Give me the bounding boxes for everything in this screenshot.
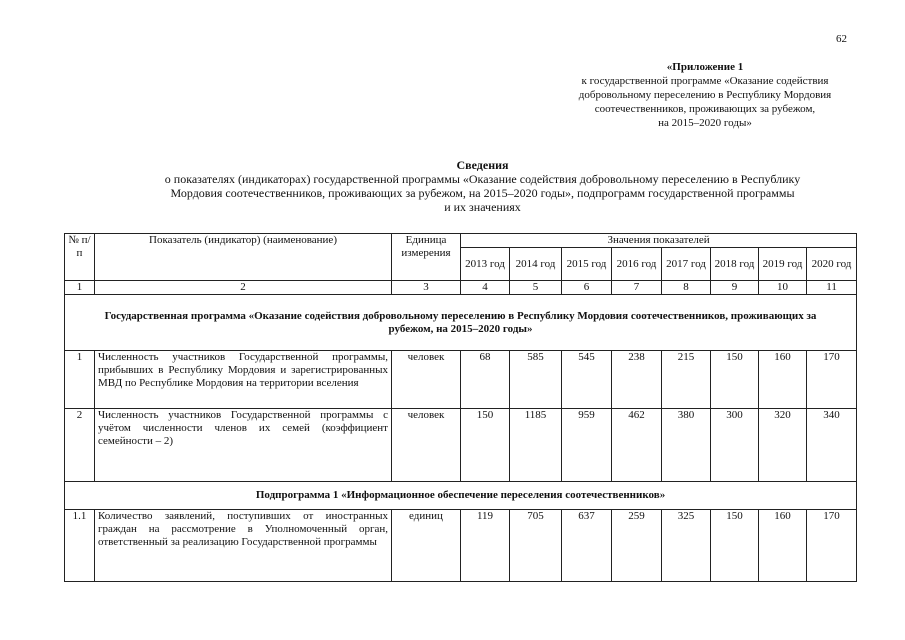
column-number: 11 <box>807 281 857 295</box>
row-num: 1 <box>65 351 95 409</box>
row-value: 259 <box>612 510 662 582</box>
column-number: 9 <box>711 281 759 295</box>
row-value: 150 <box>461 409 510 482</box>
section-subprogram-title: Подпрограмма 1 «Информационное обеспечение переселения соотечественников» <box>65 482 857 510</box>
column-number: 10 <box>759 281 807 295</box>
row-unit: человек <box>392 409 461 482</box>
column-number: 7 <box>612 281 662 295</box>
header-indicator: Показатель (индикатор) (наименование) <box>95 234 392 281</box>
row-value: 160 <box>759 510 807 582</box>
row-num: 2 <box>65 409 95 482</box>
section-row-subprogram <box>65 482 857 510</box>
appendix-line: соотечественников, проживающих за рубежом, <box>594 103 816 115</box>
row-value: 585 <box>510 351 562 409</box>
heading-line: Мордовия соотечественников, проживающих за рубежом, на 2015–2020 годы», подпрограмм государственной программы <box>170 186 795 200</box>
section-row-program <box>65 295 857 351</box>
table-row <box>65 510 857 582</box>
row-indicator-name: Количество заявлений, поступивших от иностранных граждан на рассмотрение в Уполномоченный орган, ответственный за реализацию Государственной программы <box>95 510 392 582</box>
header-row <box>65 234 857 248</box>
row-value: 160 <box>759 351 807 409</box>
column-number: 3 <box>392 281 461 295</box>
row-value: 545 <box>562 351 612 409</box>
row-value: 380 <box>662 409 711 482</box>
heading-title: Сведения <box>456 158 509 172</box>
appendix-line: к государственной программе «Оказание содействия <box>581 75 829 87</box>
row-value: 170 <box>807 510 857 582</box>
section-program-title: Государственная программа «Оказание содействия добровольному переселению в Республику Мордовия соотечественников, проживающих за рубежом, на 2015–2020 годы» <box>65 295 857 351</box>
row-value: 959 <box>562 409 612 482</box>
header-year: 2017 год <box>662 248 711 281</box>
column-number: 5 <box>510 281 562 295</box>
column-number: 8 <box>662 281 711 295</box>
row-value: 320 <box>759 409 807 482</box>
header-year: 2014 год <box>510 248 562 281</box>
column-number-row <box>65 281 857 295</box>
heading-line: и их значениях <box>444 200 521 214</box>
row-value: 1185 <box>510 409 562 482</box>
row-value: 170 <box>807 351 857 409</box>
column-number: 4 <box>461 281 510 295</box>
header-year: 2018 год <box>711 248 759 281</box>
row-value: 300 <box>711 409 759 482</box>
heading-line: о показателях (индикаторах) государственной программы «Оказание содействия добровольному переселению в Республику <box>164 172 801 186</box>
table-row <box>65 351 857 409</box>
row-value: 119 <box>461 510 510 582</box>
header-num: № п/п <box>65 234 95 281</box>
column-number: 1 <box>65 281 95 295</box>
page-number: 62 <box>836 33 847 45</box>
row-value: 238 <box>612 351 662 409</box>
row-value: 68 <box>461 351 510 409</box>
row-unit: человек <box>392 351 461 409</box>
row-value: 325 <box>662 510 711 582</box>
row-indicator-name: Численность участников Государственной программы с учётом численности членов их семей (коэффициент семейности – 2) <box>95 409 392 482</box>
column-number: 6 <box>562 281 612 295</box>
row-value: 462 <box>612 409 662 482</box>
row-value: 705 <box>510 510 562 582</box>
header-year: 2019 год <box>759 248 807 281</box>
row-unit: единиц <box>392 510 461 582</box>
header-values-group: Значения показателей <box>461 234 857 248</box>
header-year: 2013 год <box>461 248 510 281</box>
row-num: 1.1 <box>65 510 95 582</box>
appendix-line: на 2015–2020 годы» <box>658 117 752 129</box>
header-year: 2020 год <box>807 248 857 281</box>
header-unit: Единица измерения <box>392 234 461 281</box>
appendix-block <box>555 60 855 130</box>
column-number: 2 <box>95 281 392 295</box>
appendix-title: «Приложение 1 <box>666 61 744 73</box>
row-value: 215 <box>662 351 711 409</box>
row-value: 150 <box>711 351 759 409</box>
indicators-table <box>64 233 857 582</box>
table-row <box>65 409 857 482</box>
row-value: 637 <box>562 510 612 582</box>
row-value: 150 <box>711 510 759 582</box>
header-year: 2015 год <box>562 248 612 281</box>
document-heading <box>125 158 840 214</box>
header-year: 2016 год <box>612 248 662 281</box>
row-indicator-name: Численность участников Государственной программы, прибывших в Республику Мордовия и зарегистрированных МВД по Республике Мордовия на территории вселения <box>95 351 392 409</box>
row-value: 340 <box>807 409 857 482</box>
appendix-line: добровольному переселению в Республику Мордовия <box>578 89 832 101</box>
